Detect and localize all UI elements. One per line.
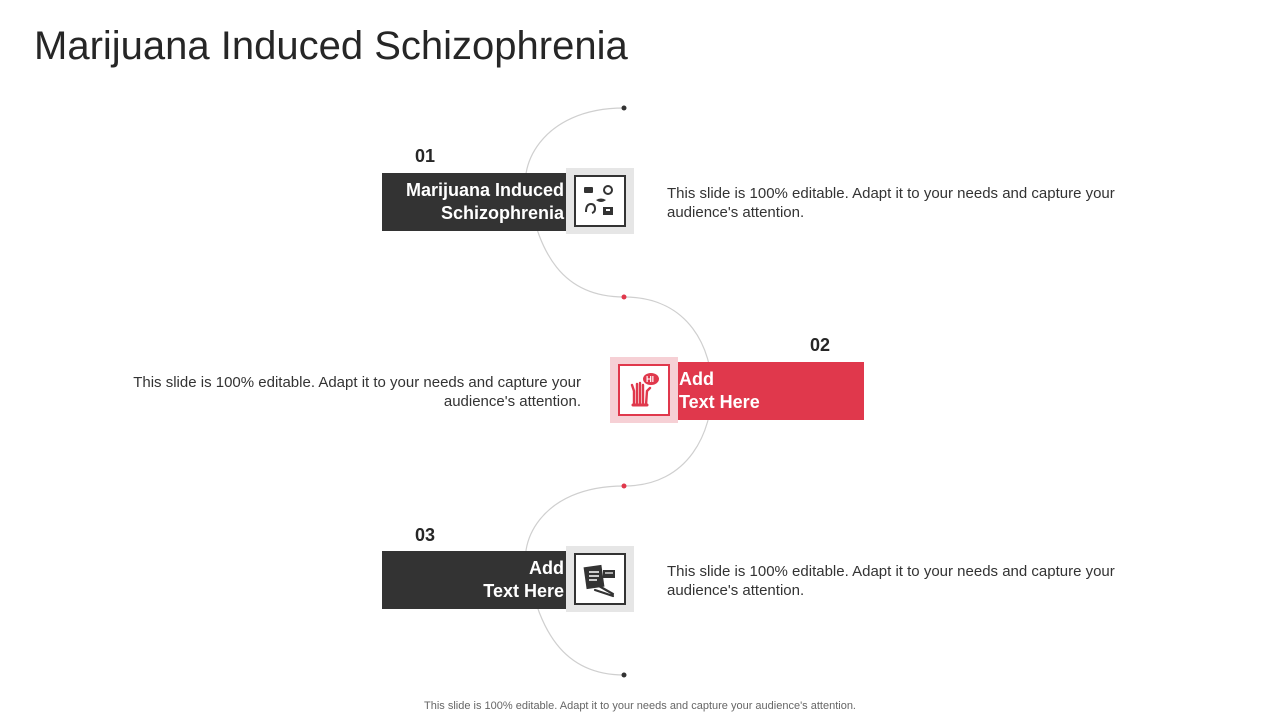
page-title: Marijuana Induced Schizophrenia (34, 24, 628, 68)
step-label-line2: Schizophrenia (440, 203, 564, 223)
step-label-line1: Marijuana Induced (405, 180, 564, 200)
step-number-01: 01 (415, 146, 436, 166)
step-description-01: This slide is 100% editable. Adapt it to your needs and capture your audience's attention. (667, 185, 1115, 221)
step-description-03: This slide is 100% editable. Adapt it to your needs and capture your audience's attention. (667, 563, 1115, 599)
icon-frame-01 (566, 168, 634, 234)
mental-disorder-icon (581, 182, 619, 220)
step-label-line1: Add (529, 558, 564, 578)
step-label-line2: Text Here (679, 392, 760, 412)
step-number-03: 03 (415, 525, 436, 545)
step-description-02: This slide is 100% editable. Adapt it to your needs and capture your audience's attention. (133, 374, 581, 410)
curve-dot-red-2 (622, 484, 627, 489)
curve-dot-bottom (622, 673, 627, 678)
hand-hi-icon (625, 371, 663, 409)
icon-frame-02 (610, 357, 678, 423)
curve-dot-top (622, 106, 627, 111)
icon-frame-03 (566, 546, 634, 612)
documents-icon (581, 560, 619, 598)
svg-text:HI: HI (646, 375, 654, 384)
step-label-line2: Text Here (483, 581, 564, 601)
curve-dot-red-1 (622, 295, 627, 300)
footer-note: This slide is 100% editable. Adapt it to your needs and capture your audience's attention. (424, 700, 856, 712)
step-label-line1: Add (679, 369, 714, 389)
step-number-02: 02 (810, 335, 831, 355)
